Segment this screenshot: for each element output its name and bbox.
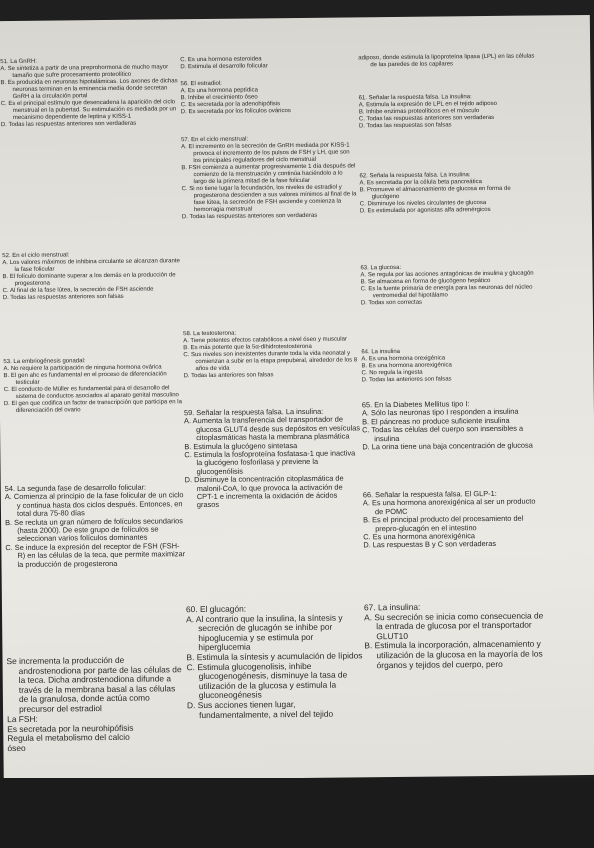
answer-option: A. Es una hormona anorexigénica al ser un producto de POMC — [362, 496, 536, 517]
answer-option: B. FSH comienza a aumentar progresivamente 1 día después del comienzo de la menstruación y continúa haciéndolo a lo largo de la primera mitad de la fase folicular — [181, 163, 356, 186]
answer-option: D. Todas las respuestas son falsas — [358, 122, 452, 130]
question-q52 — [2, 251, 183, 302]
answer-option: C. Es una hormona esteroidea — [180, 56, 262, 64]
question-q67 — [364, 601, 545, 670]
column-3 — [358, 15, 544, 670]
answer-option: C. Estimula glucogenolisis, inhibe glucogenogénesis, disminuye la tasa de utilización de la glucosa y estimula la gluconeogénesis — [186, 660, 348, 701]
answer-option: C. Es el principal estímulo que desencadena la aparición del ciclo menstrual en la pubertad. Su estimulación es mediada por un mecanismo dependiente de leptina y KISS-1 — [0, 99, 177, 121]
answer-option: B. Es producida en neuronas hipotalámicas. Los axones de dichas neuronas terminan en la eminencia media donde secretan GnRH a la circulación portal — [0, 78, 178, 100]
answer-option: D. Todas las respuestas anteriores son falsas — [2, 293, 124, 302]
answer-option: C. Sus niveles son inexistentes durante toda la vida neonatal y comienzan a subir en la etapa prepuberal, alrededor de los 8 años de vida — [183, 350, 358, 373]
answer-option: D. Disminuye la concentración citoplasmática de malonil-CoA, lo que provoca la activación de CPT-1 e incrementa la oxidación de ácidos grasos — [184, 473, 344, 510]
answer-option: A. Es secretada por la célula beta pancreática — [359, 179, 482, 187]
question-q62 — [359, 171, 539, 215]
answer-option: A. Se regula por las acciones antagónicas de insulina y glucagón — [360, 270, 534, 279]
question-heading: 63. La glucosa: — [360, 264, 402, 272]
question-heading: 64. La insulina — [361, 348, 401, 356]
answer-option: A. El incremento en la secreción de GnRH mediada por KISS-1 provoca el incremento de los pulsos de FSH y LH, que son los principales reguladores del ciclo menstrual — [181, 142, 350, 165]
answer-option: Se incrementa la producción de androstenodiona por parte de las células de la teca. Dicha androstenodiona difunde a través de la membrana basal a las células de la granulosa, donde actúa como precursor del estradiol — [6, 654, 182, 714]
question-heading: 52. En el ciclo menstrual: — [2, 252, 70, 260]
question-heading: 53. La embriogénesis gonadal: — [3, 358, 86, 366]
answer-option: A. Se sintetiza a partir de una preprohormona de mucho mayor tamaño que sufre procesamiento proteolítico — [0, 64, 169, 79]
question-q65 — [362, 399, 543, 451]
answer-option: C. Al final de la fase lútea, la secreción de FSH asciende — [2, 286, 154, 295]
answer-option: A. Es una hormona peptídica — [180, 87, 258, 95]
question-q60 — [186, 603, 363, 720]
answer-option: B. Se recluta un gran número de folículos secundarios (hasta 2000). De este grupo de folículos se seleccionan varios folículos dominantes — [5, 515, 184, 544]
answer-option: A. Tiene potentes efectos catabólicos a nivel óseo y muscular — [183, 336, 347, 345]
answer-option: D. La orina tiene una baja concentración de glucosa — [362, 440, 533, 452]
answer-option: B. Estimula la incorporación, almacenamiento y utilización de la glucosa en la mayoría de los órganos y tejidos del cuerpo, pero — [364, 638, 543, 670]
question-q55a — [180, 56, 268, 71]
answer-option: C. Si no tiene lugar la fecundación, los niveles de estradiol y progesterona descienden a sus valores mínimos al final de la fase lútea, la secreción de FSH asciende y comienza la hemorragia menstrual — [181, 184, 357, 214]
question-q56 — [180, 80, 290, 116]
answer-option: C. Es una hormona anorexigénica — [363, 531, 476, 542]
answer-option: C. No regula la ingesta — [361, 369, 423, 377]
question-p54b — [6, 655, 187, 714]
question-q51 — [0, 57, 181, 129]
question-heading: 65. En la Diabetes Mellitus tipo I: — [361, 399, 470, 410]
question-heading: 59. Señalar la respuesta falsa. La insulina: — [183, 406, 324, 418]
column-2 — [180, 17, 363, 720]
answer-option: A. Los valores máximos de inhibina circulante se alcanzan durante la fase folicular — [2, 258, 180, 273]
answer-option: A. Sólo las neuronas tipo I responden a insulina — [361, 407, 519, 418]
answer-option: B. Es una hormona anorexigénica — [361, 362, 452, 370]
answer-option: B. El páncreas no produce suficiente insulina — [361, 415, 510, 427]
answer-option: D. Las respuestas B y C son verdaderas — [363, 539, 497, 550]
question-q63 — [360, 263, 540, 307]
question-q59 — [184, 407, 361, 510]
question-q57 — [181, 135, 358, 221]
answer-option: B. Promueve el almacenamiento de glucosa en forma de glucógeno — [359, 185, 511, 201]
answer-option: C. Todas las respuestas anteriores son verdaderas — [358, 114, 495, 123]
answer-option: B. Estimula la glucógeno sintetasa — [184, 440, 298, 451]
answer-option: D. Todas son correctas — [360, 299, 423, 307]
answer-option: A. Su secreción se inicia como consecuencia de la entrada de glucosa por el transportador GLUT10 — [364, 610, 544, 641]
answer-option: B. Se almacena en forma de glucógeno hepático — [360, 277, 491, 286]
answer-option: B. Es el principal producto del procesamiento del prepro-glucagón en el intestino — [363, 513, 524, 533]
answer-option: D. Todas las respuestas anteriores son verdaderas — [0, 120, 137, 129]
question-q61 — [359, 94, 498, 130]
answer-option: A. Es una hormona orexigénica — [361, 355, 446, 363]
answer-option: D. Es estimulada por agonistas alfa adrenérgicos — [359, 206, 491, 215]
answer-option: B. Es más potente que la 5α-dihidrotestosterona — [183, 343, 312, 352]
question-heading: 57. En el ciclo menstrual: — [181, 136, 249, 144]
answer-option: B. Inhibe el crecimiento óseo — [180, 94, 258, 102]
question-heading: 58. La testosterona: — [183, 330, 237, 338]
answer-option: Es secretada por la neurohipófisis — [7, 722, 134, 734]
answer-option: B. El gen ahc es fundamental en el proceso de diferenciación testicular — [3, 371, 167, 386]
column-1 — [0, 19, 186, 753]
answer-option: C. Es secretada por la adenohipófisis — [180, 101, 281, 109]
question-heading: 62. Señala la respuesta falsa. La insulina: — [359, 172, 471, 180]
question-q66 — [363, 489, 544, 550]
column-4-edge — [540, 15, 590, 16]
answer-option: óseo — [7, 742, 26, 753]
answer-option: C. El conducto de Müller es fundamental para el desarrollo del sistema de conductos asociados al aparato genital masculino — [3, 385, 179, 400]
question-heading: 51. La GnRH: — [0, 58, 37, 66]
answer-option: La FSH: — [7, 713, 38, 725]
answer-option: A. Comienza al principio de la fase folicular de un ciclo y continua hasta dos ciclos después. Entonces, en total dura 75-80 días — [4, 490, 184, 519]
answer-option: B. Estimula la síntesis y acumulación de lípidos — [186, 650, 363, 663]
answer-option: Regula el metabolismo del calcio — [7, 731, 130, 744]
answer-option: C. Estimula la fosfoproteína fosfatasa-1 que inactiva la glucógeno fosforilasa y previene la glucogenólisis — [184, 448, 356, 476]
answer-option: D. Es secretada por los folículos ováricos — [180, 108, 291, 116]
answer-option: C. Disminuye los niveles circulantes de glucosa — [359, 200, 487, 208]
answer-option: C. Se induce la expresión del receptor de FSH (FSH-R) en las células de la teca, que permite maximizar la producción de progesterona — [5, 541, 186, 569]
question-heading: 66. Señalar la respuesta falsa. El GLP-1: — [362, 488, 497, 500]
answer-option: D. Estimula el desarrollo folicular — [180, 63, 268, 71]
answer-option: C. Todas las células del cuerpo son insensibles a insulina — [362, 423, 524, 443]
answer-option: D. El gen que codifica un factor de transcripción que participa en la diferenciación del ovario — [3, 399, 182, 414]
question-heading: 60. El glucagón: — [185, 603, 247, 615]
background-shadow — [0, 778, 594, 848]
answer-option: adiposo, donde estimula la lipoproteína lipasa (LPL) en las células de las paredes de los capilares — [358, 53, 535, 69]
answer-option: D. Sus acciones tienen lugar, fundamentalmente, a nivel del tejido — [186, 699, 334, 720]
question-q58 — [183, 329, 360, 380]
question-heading: 56. El estradiol: — [180, 80, 222, 88]
question-q53 — [3, 357, 184, 415]
answer-option: B. Inhibe enzimas proteolíticos en el músculo — [358, 108, 480, 116]
answer-option: A. No requiere la participación de ninguna hormona ovárica — [3, 364, 162, 373]
question-q54 — [5, 483, 186, 569]
question-q61a — [358, 53, 538, 69]
answer-option: B. El folículo dominante superar a los demás en la producción de progesterona — [2, 272, 176, 287]
answer-option: A. Aumenta la transferencia del transportador de glucosa GLUT4 desde sus depósitos en vesículas citoplasmáticas hasta la membrana plasmática — [183, 414, 361, 443]
question-heading: 54. La segunda fase de desarrollo folicular: — [4, 482, 147, 494]
answer-option: C. Es la fuente primaria de energía para las neuronas del núcleo ventromedial del hipotálamo — [360, 284, 533, 300]
answer-option: A. Al contrario que la insulina, la síntesis y secreción de glucagón se inhibe por hipoglucemia y se estimula por hiperglucemia — [186, 612, 343, 653]
answer-option: D. Todas las anteriores son falsas — [183, 372, 274, 380]
question-q64 — [361, 348, 452, 384]
exam-page — [0, 15, 594, 781]
answer-option: A. Estimula la expresión de LPL en el tejido adiposo — [358, 100, 497, 109]
question-heading: 67. La insulina: — [363, 601, 421, 613]
answer-option: D. Todas las respuestas anteriores son verdaderas — [181, 212, 318, 221]
question-heading: 61. Señalar la respuesta falsa. La insulina: — [358, 94, 472, 102]
answer-option: D. Todas las anteriores son falsas — [361, 376, 452, 384]
question-p55 — [7, 714, 134, 754]
